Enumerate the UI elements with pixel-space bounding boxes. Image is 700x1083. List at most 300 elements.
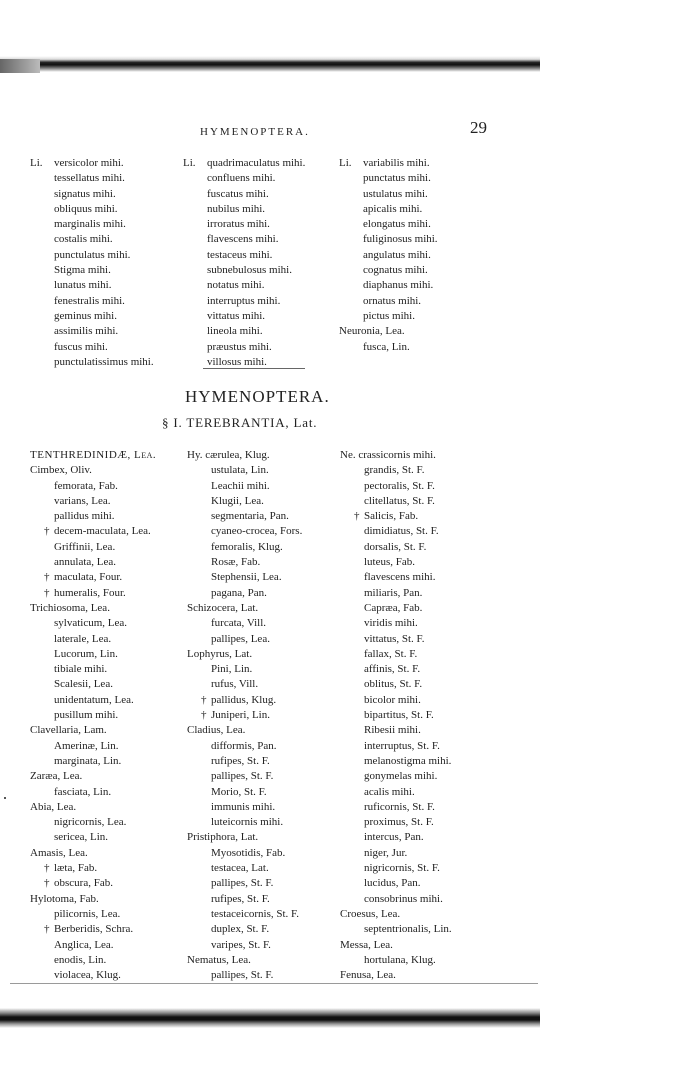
entry-text: vittatus, St. F. [364, 632, 425, 645]
species-name [30, 693, 156, 708]
species-name: fuliginosus mihi. [363, 233, 438, 246]
entry-line [339, 278, 438, 293]
entry-text: Hylotoma, Fab. [30, 892, 99, 905]
species-name: irroratus mihi. [207, 218, 270, 231]
subsection-title: § I. TEREBRANTIA, Lat. [162, 415, 318, 430]
genus-name [30, 769, 156, 784]
genus-name [30, 800, 156, 815]
species-name [30, 524, 156, 539]
species-name [340, 892, 452, 907]
entry-line [30, 217, 154, 232]
species-name: variabilis mihi. [363, 157, 430, 169]
entry-text: dimidiatus, St. F. [364, 525, 439, 538]
entry-line [183, 294, 305, 309]
species-name: elongatus mihi. [363, 218, 431, 231]
dagger-mark: † [44, 862, 50, 875]
top-column-3 [339, 156, 438, 355]
entry-line [30, 309, 154, 324]
species-name: assimilis mihi. [54, 325, 119, 338]
species-name [340, 494, 452, 509]
entry-text: testaceicornis, St. F. [211, 907, 300, 920]
entry-text: Croesus, Lea. [340, 907, 401, 920]
bottom-column-1 [30, 448, 156, 983]
entry-text: Pristiphora, Lat. [187, 831, 259, 844]
entry-line [339, 294, 438, 309]
entry-text: acalis mihi. [364, 785, 415, 798]
entry-line [30, 187, 154, 202]
entry-text: lucidus, Pan. [364, 877, 421, 890]
species-name [187, 662, 302, 677]
genus-name [340, 448, 452, 463]
entry-line [339, 202, 438, 217]
species-name: versicolor mihi. [54, 157, 124, 169]
entry-text: interruptus, St. F. [364, 739, 440, 752]
species-name [187, 815, 302, 830]
entry-text: Lucorum, Lin. [54, 647, 118, 660]
entry-text: difformis, Pan. [211, 739, 277, 752]
entry-text: bipartitus, St. F. [364, 709, 434, 722]
species-name: fusca, Lin. [363, 340, 410, 353]
species-name [187, 524, 302, 539]
entry-text: Ribesii mihi. [364, 724, 421, 737]
entry-line [30, 324, 154, 339]
species-name: diaphanus mihi. [363, 279, 434, 292]
entry-line [30, 248, 154, 263]
entry-text: laterale, Lea. [54, 632, 112, 645]
entry-text: Griffinii, Lea. [54, 540, 116, 553]
scan-edge-top [0, 56, 540, 72]
entry-text: nigricornis, St. F. [364, 862, 440, 875]
entry-text: clitellatus, St. F. [364, 494, 435, 507]
bottom-rule [10, 983, 538, 984]
species-name [187, 968, 302, 983]
species-name [30, 555, 156, 570]
genus-name [30, 723, 156, 738]
species-name: Stigma mihi. [54, 264, 111, 277]
entry-text: Berberidis, Schra. [54, 923, 134, 936]
entry-line [183, 248, 305, 263]
entry-line [30, 340, 154, 355]
entry-text: Fenusa, Lea. [340, 969, 396, 982]
entry-text: Salicis, Fab. [364, 510, 419, 523]
entry-line [183, 263, 305, 278]
species-name [187, 876, 302, 891]
entry-text: rufipes, St. F. [211, 754, 270, 767]
species-name: signatus mihi. [54, 187, 116, 200]
entry-text: septentrionalis, Lin. [364, 923, 452, 936]
genus-name [340, 938, 452, 953]
entry-text: TENTHREDINIDÆ, Lea. [30, 449, 157, 461]
entry-text: pallipes, Lea. [211, 632, 270, 645]
genus-name [187, 601, 302, 616]
species-name [340, 693, 452, 708]
entry-text: pallipes, St. F. [211, 969, 274, 982]
entry-text: pagana, Pan. [211, 586, 267, 599]
species-name: marginalis mihi. [54, 218, 126, 231]
species-name [30, 647, 156, 662]
species-name [340, 647, 452, 662]
entry-line [183, 217, 305, 232]
entry-line [339, 309, 438, 324]
species-name: flavescens mihi. [207, 233, 279, 246]
entry-line [183, 340, 305, 355]
species-name: ornatus mihi. [363, 294, 422, 307]
species-name: præustus mihi. [207, 340, 272, 353]
species-name: geminus mihi. [54, 309, 117, 322]
species-name [30, 953, 156, 968]
entry-text: dorsalis, St. F. [364, 540, 427, 553]
entry-text: bicolor mihi. [364, 693, 421, 706]
entry-text: rufus, Vill. [211, 678, 259, 691]
species-name [187, 677, 302, 692]
entry-text: Abia, Lea. [30, 800, 77, 813]
scan-edge-bottom [0, 1008, 540, 1028]
dagger-mark: † [201, 709, 207, 722]
species-name [340, 540, 452, 555]
species-name [187, 800, 302, 815]
species-name [30, 876, 156, 891]
entry-text: proximus, St. F. [364, 816, 434, 829]
species-name: punctulatus mihi. [54, 248, 131, 261]
species-name [340, 953, 452, 968]
species-name [187, 632, 302, 647]
entry-text: fasciata, Lin. [54, 785, 112, 798]
species-name [340, 677, 452, 692]
entry-text: Schizocera, Lat. [187, 601, 259, 614]
entry-text: Trichiosoma, Lea. [30, 601, 110, 614]
species-name [340, 616, 452, 631]
species-name: fenestralis mihi. [54, 294, 125, 307]
entry-text: femorata, Fab. [54, 479, 118, 492]
ink-speck [4, 797, 6, 799]
species-name [30, 785, 156, 800]
entry-line [339, 232, 438, 247]
entry-line [183, 324, 305, 339]
species-name [30, 861, 156, 876]
species-name [30, 815, 156, 830]
entry-text: Capræa, Fab. [364, 601, 423, 614]
entry-text: Morio, St. F. [211, 785, 267, 798]
separator-rule [203, 368, 305, 369]
species-name [187, 754, 302, 769]
species-name [30, 479, 156, 494]
species-name [340, 601, 452, 616]
entry-text: Pini, Lin. [211, 663, 253, 676]
dagger-mark: † [201, 693, 207, 706]
entry-line [183, 309, 305, 324]
entry-text: luteicornis mihi. [211, 816, 284, 829]
species-name [187, 509, 302, 524]
species-name [30, 907, 156, 922]
species-name [340, 922, 452, 937]
species-name [340, 815, 452, 830]
entry-text: annulata, Lea. [54, 556, 116, 569]
entry-text: Amerinæ, Lin. [54, 739, 119, 752]
genus-name [340, 907, 452, 922]
entry-text: decem-maculata, Lea. [54, 525, 151, 538]
bottom-column-3 [340, 448, 452, 983]
entry-line [183, 232, 305, 247]
genus-name [30, 463, 156, 478]
species-name [340, 463, 452, 478]
species-name [187, 938, 302, 953]
entry-text: Cladius, Lea. [187, 724, 246, 737]
entry-text: Klugii, Lea. [211, 494, 264, 507]
entry-text: pectoralis, St. F. [364, 479, 435, 492]
species-name: tessellatus mihi. [54, 172, 125, 185]
page-number: 29 [470, 118, 487, 137]
species-name: ustulatus mihi. [363, 187, 428, 200]
entry-text: unidentatum, Lea. [54, 693, 134, 706]
species-name: notatus mihi. [207, 279, 265, 292]
entry-line [339, 217, 438, 232]
entry-text: Scalesii, Lea. [54, 678, 113, 691]
species-name [340, 662, 452, 677]
top-column-2 [183, 156, 305, 370]
entry-text: pusillum mihi. [54, 709, 119, 722]
species-name [340, 785, 452, 800]
genus-name [187, 448, 302, 463]
genus-name [187, 723, 302, 738]
entry-text: Hy. cærulea, Klug. [187, 449, 270, 461]
entry-line [183, 187, 305, 202]
entry-text: enodis, Lin. [54, 953, 107, 966]
entry-text: cyaneo-crocea, Fors. [211, 525, 303, 538]
species-name [340, 632, 452, 647]
entry-text: Anglica, Lea. [54, 938, 114, 951]
species-name: pictus mihi. [363, 309, 415, 322]
entry-line [30, 263, 154, 278]
species-name [340, 846, 452, 861]
entry-text: fallax, St. F. [364, 647, 418, 660]
entry-text: melanostigma mihi. [364, 754, 452, 767]
species-name [30, 830, 156, 845]
entry-text: Ne. crassicornis mihi. [340, 449, 436, 461]
entry-text: Messa, Lea. [340, 938, 393, 951]
species-name [30, 677, 156, 692]
entry-text: marginata, Lin. [54, 754, 122, 767]
entry-text: viridis mihi. [364, 617, 418, 630]
species-name [187, 570, 302, 585]
species-name [187, 892, 302, 907]
species-name [187, 555, 302, 570]
entry-text: niger, Jur. [364, 846, 408, 859]
species-name [187, 739, 302, 754]
species-name: vittatus mihi. [207, 309, 266, 322]
species-name [340, 830, 452, 845]
entry-line [30, 202, 154, 217]
entry-text: tibiale mihi. [54, 663, 108, 676]
species-name [30, 968, 156, 983]
entry-text: obscura, Fab. [54, 877, 113, 890]
species-name [187, 616, 302, 631]
species-name: subnebulosus mihi. [207, 264, 292, 277]
entry-text: segmentaria, Pan. [211, 510, 289, 523]
entry-text: flavescens mihi. [364, 571, 436, 584]
entry-line [183, 171, 305, 186]
species-name: lineola mihi. [207, 325, 263, 338]
entry-text: ruficornis, St. F. [364, 800, 435, 813]
entry-text: Zaræa, Lea. [30, 770, 83, 783]
entry-text: varians, Lea. [54, 494, 111, 507]
species-name [30, 662, 156, 677]
species-name [340, 509, 452, 524]
genus-abbrev: Li. [183, 157, 196, 169]
genus-abbrev: Li. [30, 157, 43, 169]
species-name [30, 570, 156, 585]
species-name: obliquus mihi. [54, 202, 118, 215]
entry-line [30, 156, 154, 171]
entry-line [339, 187, 438, 202]
entry-text: Cimbex, Oliv. [30, 464, 92, 477]
entry-line [30, 355, 154, 370]
bottom-column-2 [187, 448, 302, 983]
entry-text: femoralis, Klug. [211, 540, 283, 553]
species-name [340, 586, 452, 601]
species-name [30, 494, 156, 509]
entry-text: pallidus mihi. [54, 510, 115, 523]
entry-text: gonymelas mihi. [364, 770, 438, 783]
species-name [340, 524, 452, 539]
species-name [187, 861, 302, 876]
entry-text: nigricornis, Lea. [54, 816, 127, 829]
entry-text: hortulana, Klug. [364, 953, 436, 966]
entry-text: Juniperi, Lin. [211, 709, 270, 722]
species-name [340, 555, 452, 570]
species-name: angulatus mihi. [363, 248, 431, 261]
species-name: nubilus mihi. [207, 202, 266, 215]
species-name [30, 509, 156, 524]
entry-line [30, 278, 154, 293]
entry-line [339, 248, 438, 263]
genus-abbrev: Li. [339, 157, 352, 169]
species-name: quadrimaculatus mihi. [207, 157, 306, 169]
entry-line [339, 263, 438, 278]
species-name [187, 708, 302, 723]
entry-text: humeralis, Four. [54, 586, 126, 599]
entry-text: affinis, St. F. [364, 663, 421, 676]
entry-line [30, 171, 154, 186]
genus-name [30, 892, 156, 907]
entry-text: Leachii mihi. [211, 479, 270, 492]
species-name: cognatus mihi. [363, 264, 428, 277]
entry-text: violacea, Klug. [54, 969, 121, 982]
dagger-mark: † [44, 525, 50, 538]
entry-text: Stephensii, Lea. [211, 571, 282, 584]
entry-text: varipes, St. F. [211, 938, 271, 951]
species-name [187, 922, 302, 937]
species-name [30, 938, 156, 953]
species-name [30, 739, 156, 754]
genus-name [30, 601, 156, 616]
section-title: HYMENOPTERA. [185, 387, 330, 406]
species-name [187, 479, 302, 494]
species-name [187, 769, 302, 784]
entry-text: pallidus, Klug. [211, 693, 277, 706]
genus-name [187, 830, 302, 845]
dagger-mark: † [44, 877, 50, 890]
species-name [340, 479, 452, 494]
entry-text: sylvaticum, Lea. [54, 617, 128, 630]
species-name [30, 616, 156, 631]
species-name [187, 907, 302, 922]
entry-text: oblitus, St. F. [364, 678, 423, 691]
running-head: HYMENOPTERA. [200, 126, 310, 138]
species-name [187, 846, 302, 861]
genus-name: Neuronia, Lea. [339, 325, 405, 338]
genus-name [30, 846, 156, 861]
entry-text: testacea, Lat. [211, 862, 269, 875]
species-name [30, 754, 156, 769]
entry-line [339, 156, 438, 171]
species-name [187, 494, 302, 509]
entry-text: pilicornis, Lea. [54, 907, 121, 920]
entry-text: luteus, Fab. [364, 556, 416, 569]
species-name [187, 693, 302, 708]
entry-text: grandis, St. F. [364, 464, 425, 477]
entry-line [183, 202, 305, 217]
species-name: punctatus mihi. [363, 172, 431, 185]
species-name [340, 754, 452, 769]
species-name [30, 632, 156, 647]
entry-text: Myosotidis, Fab. [211, 846, 286, 859]
entry-text: Nematus, Lea. [187, 953, 251, 966]
species-name [30, 586, 156, 601]
species-name [187, 785, 302, 800]
species-name [340, 800, 452, 815]
species-name: confluens mihi. [207, 172, 276, 185]
species-name: testaceus mihi. [207, 248, 273, 261]
entry-line [30, 232, 154, 247]
entry-text: Lophyrus, Lat. [187, 647, 253, 660]
species-name [340, 570, 452, 585]
species-name: fuscatus mihi. [207, 187, 269, 200]
species-name: fuscus mihi. [54, 340, 108, 353]
species-name: lunatus mihi. [54, 279, 112, 292]
species-name: interruptus mihi. [207, 294, 281, 307]
dagger-mark: † [44, 571, 50, 584]
species-name [340, 769, 452, 784]
species-name: apicalis mihi. [363, 202, 423, 215]
entry-line [183, 278, 305, 293]
species-name [30, 540, 156, 555]
dagger-mark: † [44, 586, 50, 599]
genus-name [187, 953, 302, 968]
species-name [187, 540, 302, 555]
species-name: costalis mihi. [54, 233, 113, 246]
entry-text: intercus, Pan. [364, 831, 424, 844]
entry-text: consobrinus mihi. [364, 892, 443, 905]
genus-name [187, 647, 302, 662]
dagger-mark: † [354, 510, 360, 523]
entry-text: pallipes, St. F. [211, 770, 274, 783]
entry-line [183, 156, 305, 171]
entry-text: rufipes, St. F. [211, 892, 270, 905]
species-name [30, 708, 156, 723]
species-name [340, 723, 452, 738]
top-column-1 [30, 156, 154, 370]
entry-text: pallipes, St. F. [211, 877, 274, 890]
species-name: villosus mihi. [207, 355, 267, 368]
entry-text: furcata, Vill. [211, 617, 267, 630]
entry-text: immunis mihi. [211, 800, 276, 813]
genus-name [30, 448, 156, 463]
genus-name [340, 968, 452, 983]
dagger-mark: † [44, 923, 50, 936]
species-name [187, 463, 302, 478]
entry-text: læta, Fab. [54, 862, 98, 875]
entry-text: duplex, St. F. [211, 923, 270, 936]
